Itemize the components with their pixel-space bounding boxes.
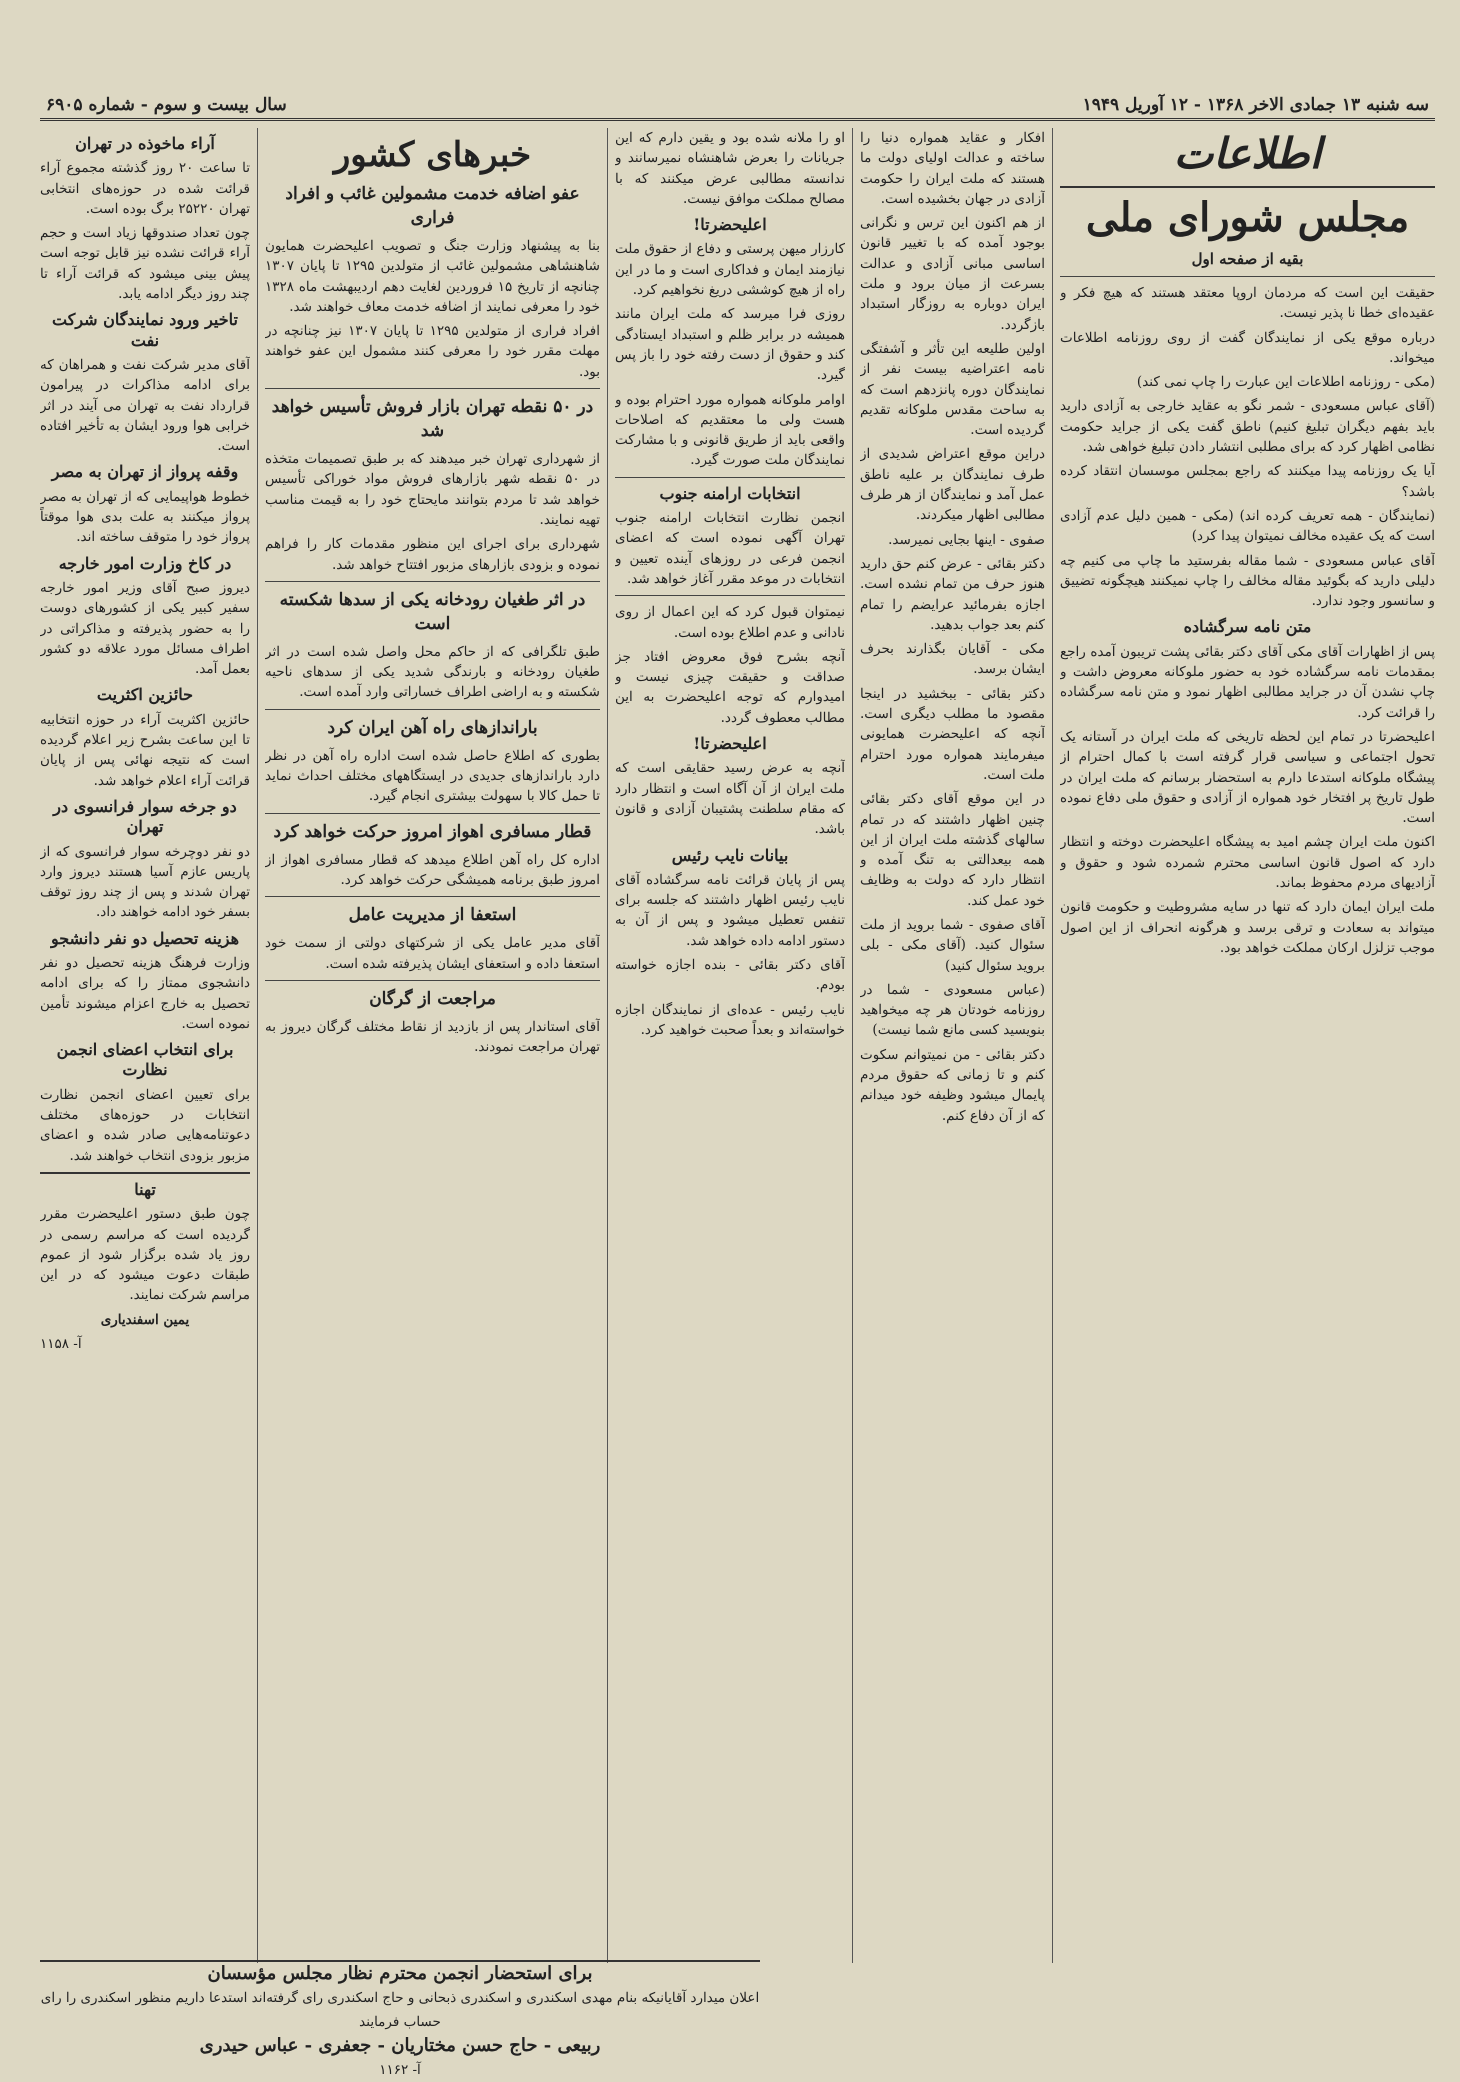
ad-code: آ- ۱۱۵۸ <box>40 1336 82 1353</box>
paragraph: ملت ایران ایمان دارد که تنها در سایه مشروطیت و حکومت قانون میتواند به سعادت و ترقی برسد و هرگونه انحراف از این اصول موجب تزلزل ارکان مملکت خواهد بود. <box>1060 899 1435 956</box>
paragraph: آیا یک روزنامه پیدا میکنند که راجع بمجلس موسسان انتقاد کرده باشد؟ <box>1060 463 1435 500</box>
paragraph: بطوری که اطلاع حاصل شده است اداره راه آهن در نظر دارد باراندازهای جدیدی در ایستگاههای مختلف احداث نماید تا حمل کالا با سهولت بیشتری انجام گیرد. <box>265 747 600 805</box>
paragraph: حقیقت این است که مردمان اروپا معتقد هستند که هیچ فکر و عقیده‌ای خطا نا پذیر نیست. <box>1060 285 1435 322</box>
section-heading: اعلیحضرتا! <box>693 734 767 754</box>
paragraph: آقای مدیر شرکت نفت و همراهان که برای ادامه مذاکرات در پیرامون قرارداد نفت به تهران می آیند در اثر خرابی هوا ورود ایشان به تأخیر افتاده است. <box>40 356 250 455</box>
paragraph: روزی فرا میرسد که ملت ایران مانند همیشه در برابر ظلم و استبداد ایستادگی کند و حقوق از دست رفته خود را باز پس گیرد. <box>615 306 845 384</box>
subhead: استعفا از مدیریت عامل <box>348 905 517 926</box>
announcement-signers: ربیعی - حاج حسن مختاریان - جعفری - عباس حیدری <box>199 2035 601 2056</box>
paragraph: اوامر ملوکانه همواره مورد احترام بوده و هست ولی ما معتقدیم که اصلاحات واقعی باید از طریق قانونی و با مشارکت نمایندگان ملت صورت گیرد. <box>615 391 845 469</box>
paragraph: آقای دکتر بقائی - بنده اجازه خواسته بودم. <box>615 956 845 994</box>
paragraph: شهرداری برای اجرای این منظور مقدمات کار را فراهم نموده و بزودی بازارهای مزبور افتتاح خواهد شد. <box>265 536 600 573</box>
paragraph: در این موقع آقای دکتر بقائی چنین اظهار داشتند که در تمام سالهای گذشته ملت ایران از این همه بیعدالتی به تنگ آمده و انتظار دارد که دولت به وظایف خود عمل کند. <box>860 791 1045 909</box>
paragraph: اولین طلیعه این تأثر و آشفتگی نامه اعتراضیه بیست نفر از نمایندگان دوره پانزدهم است که به ساحت مقدس ملوکانه تقدیم گردیده است. <box>860 340 1045 439</box>
paragraph: بنا به پیشنهاد وزارت جنگ و تصویب اعلیحضرت همایون شاهنشاهی مشمولین غائب از متولدین ۱۲۹۵ تا پایان ۱۳۰۷ چنانچه از تاریخ ۱۵ فروردین لغایت دهم اردیبهشت ماه ۱۳۲۸ خود را معرفی نمایند از اضافه خدمت معاف خواهند شد. <box>265 238 600 315</box>
paragraph: دکتر بقائی - من نمیتوانم سکوت کنم و تا زمانی که حقوق مردم پایمال میشود وظیفه خود میدانم که از آن دفاع کنم. <box>860 1046 1045 1124</box>
paragraph: درباره موقع یکی از نمایندگان گفت از روی روزنامه اطلاعات میخواند. <box>1060 329 1435 366</box>
section-heading: هزینه تحصیل دو نفر دانشجو <box>50 928 240 948</box>
bottom-announcement <box>40 1960 760 2078</box>
paragraph: آقای استاندار پس از بازدید از نقاط مختلف گرگان دیروز به تهران مراجعت نمودند. <box>265 1018 600 1056</box>
paragraph: خطوط هواپیمایی که از تهران به مصر پرواز میکنند به علت بدی هوا موقتاً پرواز خود را متوقف ساخته اند. <box>40 488 250 546</box>
paragraph: آقای مدیر عامل یکی از شرکتهای دولتی از سمت خود استعفا داده و استعفای ایشان پذیرفته شده است. <box>265 935 600 972</box>
paragraph-list <box>1060 283 1435 958</box>
paragraph: حائزین اکثریت آراء در حوزه انتخابیه تا این ساعت بشرح زیر اعلام گردیده است که نتیجه نهائی پس از پایان قرائت آراء اعلام خواهد شد. <box>40 711 250 789</box>
subhead: عفو اضافه خدمت مشمولین غائب و افراد فراری <box>285 184 580 228</box>
masthead-date: سه شنبه ۱۳ جمادی الاخر ۱۳۶۸ - ۱۲ آوریل ۱۹۴۹ <box>1082 95 1429 115</box>
column-2 <box>860 128 1045 1963</box>
paragraph: اعلیحضرتا در تمام این لحظه تاریخی که ملت ایران در آستانه یک تحول اجتماعی و سیاسی قرار گرفته است با کمال احترام از پیشگاه ملوکانه استدعا دارم به استحضار برسانم که ملت ایران در طول تاریخ پر افتخار خود همواره از آزادی و حقوق ملی دفاع نموده است. <box>1060 728 1435 827</box>
paragraph: صفوی - اینها بجایی نمیرسد. <box>888 531 1045 548</box>
announcement-title: برای استحضار انجمن محترم نظار مجلس مؤسسان <box>207 1963 593 1984</box>
subhead: باراندازهای راه آهن ایران کرد <box>327 717 538 738</box>
column-divider <box>1052 128 1053 1963</box>
announcement-code: آ- ۱۱۶۲ <box>379 2062 421 2078</box>
section-heading: تهنا <box>134 1179 156 1199</box>
section-heading: متن نامه سرگشاده <box>1183 617 1312 637</box>
masthead <box>40 92 1435 121</box>
signature: یمین اسفندیاری <box>100 1311 190 1328</box>
paragraph: وزارت فرهنگ هزینه تحصیل دو نفر دانشجوی ممتاز را که برای ادامه تحصیل به خارج اعزام میشوند تأمین نموده است. <box>40 954 250 1032</box>
column-divider <box>852 128 853 1963</box>
column-3 <box>615 128 845 1963</box>
section-heading: دو جرخه سوار فرانسوی در تهران <box>53 796 237 837</box>
paragraph: افکار و عقاید همواره دنیا را ساخته و عدالت اولیای دولت ما هستند که ملت ایران را حکومت آزادی در جهان بخشیده است. <box>860 130 1045 207</box>
column-divider <box>607 128 608 1963</box>
paragraph: دکتر بقائی - عرض کنم حق دارید هنوز حرف من تمام نشده است. اجازه بفرمائید عرایضم را تمام کنم بعد جواب بدهید. <box>860 555 1045 633</box>
paragraph: (آقای عباس مسعودی - شمر نگو به عقاید خارجی به آزادی دارید باید بفهم دیگران تبلیغ کنیم) ناطق گفت یکی از جراید حکومت نظامی اظهار کرد که برای مطلبی انتشار دادن تبلیغ خواهی شد. <box>1060 398 1435 456</box>
paragraph: آنچه بشرح فوق معروض افتاد جز صداقت و حقیقت چیزی نیست و امیدوارم که توجه اعلیحضرت به این مطالب معطوف گردد. <box>615 648 845 726</box>
subhead-continued: بقیه از صفحه اول <box>1191 250 1304 268</box>
paragraph: از شهرداری تهران خبر میدهند که بر طبق تصمیمات متخذه در ۵۰ نقطه شهر بازارهای فروش مواد خوراکی تأسیس خواهد شد تا مردم بتوانند مایحتاج خود را به قیمت مناسب تهیه نمایند. <box>265 451 600 528</box>
newspaper-logo: اطلاعات <box>1173 129 1322 178</box>
paragraph: نیمتوان قبول کرد که این اعمال از روی نادانی و عدم اطلاع بوده است. <box>615 604 845 641</box>
paragraph: آقای صفوی - شما بروید از ملت سئوال کنید. (آقای مکی - بلی بروید سئوال کنید) <box>860 916 1045 974</box>
paragraph: (عباس مسعودی - شما در روزنامه خودتان هر چه میخواهید بنویسید کسی مانع شما نیست) <box>860 981 1045 1039</box>
section-heading: وقفه پرواز از تهران به مصر <box>51 462 239 482</box>
column-parliament <box>1060 128 1435 1963</box>
column-national-news <box>265 128 600 1963</box>
announcement-body: اعلان میدارد آقایانیکه بنام مهدی اسکندری و اسکندری ذبحانی و حاج اسکندری رای گرفته‌اند استدعا داریم منظور اسکندری را رای حساب فرمایند <box>40 1990 760 2030</box>
section-heading: تاخیر ورود نمایندگان شرکت نفت <box>52 310 238 350</box>
paragraph: انجمن نظارت انتخابات ارامنه جنوب تهران آگهی نموده است که اعضای انجمن فرعی در روزهای آینده تعیین و انتخابات در موعد مقرر آغاز خواهد شد. <box>615 510 845 587</box>
subhead: در اثر طغیان رودخانه یکی از سدها شکسته است <box>279 589 586 634</box>
paragraph: پس از پایان قرائت نامه سرگشاده آقای نایب رئیس اظهار داشتند که جلسه برای تنفس تعطیل میشود و پس از آن به دستور ادامه داده خواهد شد. <box>615 871 845 949</box>
paragraph: دراین موقع اعتراض شدیدی از طرف نمایندگان بر علیه ناطق عمل آمد و نمایندگان از هر طرف مطالبی اظهار میکردند. <box>860 446 1045 524</box>
paragraph: تا ساعت ۲۰ روز گذشته مجموع آراء قرائت شده در حوزه‌های انتخابی تهران ۲۵۲۲۰ برگ بوده است. <box>40 160 250 217</box>
paragraph: دکتر بقائی - ببخشید در اینجا مقصود ما مطلب دیگری است. آنچه که اعلیحضرت همایونی میفرمایند همواره مورد احترام ملت است. <box>860 685 1045 783</box>
paragraph: چون طبق دستور اعلیحضرت مقرر گردیده است که مراسم رسمی در روز یاد شده برگزار شود از عموم طبقات دعوت میشود که در این مراسم شرکت نمایند. <box>40 1206 250 1304</box>
column-divider <box>257 128 258 1963</box>
paragraph: آنچه به عرض رسید حقایقی است که ملت ایران از آن آگاه است و انتظار دارد که مقام سلطنت پشتیبان آزادی و قانون باشد. <box>615 760 845 838</box>
section-heading: بیانات نایب رئیس <box>671 845 789 865</box>
paragraph: او را ملانه شده بود و یقین دارم که این جریانات را بعرض شاهنشاه نمیرسانند و ندانسته مطالبی عرض میکنند که با مصالح مملکت موافق نیست. <box>615 130 845 207</box>
paragraph: (مکی - روزنامه اطلاعات این عبارت را چاپ نمی کند) <box>1136 374 1435 391</box>
subhead: قطار مسافری اهواز امروز حرکت خواهد کرد <box>273 821 592 842</box>
section-heading: در کاخ وزارت امور خارجه <box>58 553 232 573</box>
section-heading: انتخابات ارامنه جنوب <box>659 483 801 503</box>
paragraph: کارزار میهن پرستی و دفاع از حقوق ملت نیازمند ایمان و فداکاری است و ما در این راه از هیچ کوششی دریغ نخواهیم کرد. <box>615 241 845 299</box>
subhead: در ۵۰ نقطه تهران بازار فروش تأسیس خواهد شد <box>271 397 594 442</box>
paragraph: از هم اکنون این ترس و نگرانی بوجود آمده که با تغییر قانون اساسی مبانی آزادی و عدالت بسرعت از میان برود و ملت ایران دوباره به روزگار استبداد بازگردد. <box>860 215 1045 333</box>
section-heading: برای انتخاب اعضای انجمن نظارت <box>56 1040 234 1080</box>
paragraph: طبق تلگرافی که از حاکم محل واصل شده است در اثر طغیان رودخانه و بارندگی شدید یکی از سدهای ناحیه شکسته و به اراضی اطراف خساراتی وارد آمده است. <box>265 643 600 701</box>
section-heading: آراء ماخوذه در تهران <box>75 134 215 153</box>
paragraph: مکی - آقایان بگذارند بحرف ایشان برسد. <box>860 641 1045 678</box>
paragraph: چون تعداد صندوقها زیاد است و حجم آراء قرائت نشده نیز قابل توجه است پیش بینی میشود که قرائت آراء تا چند روز دیگر ادامه یابد. <box>40 225 250 303</box>
paragraph: اکنون ملت ایران چشم امید به پیشگاه اعلیحضرت دوخته و انتظار دارد که اصول قانون اساسی محترم شمرده شود و حقوق و آزادیهای مردم محفوظ بماند. <box>1060 834 1435 892</box>
paragraph: برای تعیین اعضای انجمن نظارت انتخابات در حوزه‌های مختلف دعوتنامه‌هایی صادر شده و اعضای مزبور بزودی انتخاب خواهند شد. <box>40 1086 250 1164</box>
paragraph: اداره کل راه آهن اطلاع میدهد که قطار مسافری اهواز از امروز طبق برنامه همیشگی حرکت خواهد کرد. <box>265 851 600 888</box>
section-heading: اعلیحضرتا! <box>693 215 767 235</box>
paragraph: پس از اظهارات آقای مکی آقای دکتر بقائی پشت تریبون آمده راجع بمقدمات نامه سرگشاده خود به حضور ملوکانه معروض داشت و چاپ نشدن آن در جراید مطالبی اظهار نمود و متن نامه سرگشاده را قرائت کرد. <box>1060 643 1435 721</box>
section-heading: حائزین اکثریت <box>96 685 194 705</box>
headline-national-news: خبرهای کشور <box>333 135 532 175</box>
paragraph: دیروز صبح آقای وزیر امور خارجه سفیر کبیر یکی از کشورهای دوست را به حضور پذیرفته و مذاکراتی در اطراف مسائل مورد علاقه دو کشور بعمل آمد. <box>40 579 250 678</box>
subhead: مراجعت از گرگان <box>369 988 496 1009</box>
paragraph: دو نفر دوچرخه سوار فرانسوی که از پاریس عازم آسیا هستند دیروز وارد تهران شدند و پس از چند روز توقف بسفر خود ادامه خواهند داد. <box>40 843 250 921</box>
paragraph: (نمایندگان - همه تعریف کرده اند) (مکی - همین دلیل عدم آزادی است که یک عقیده مخالف نمیتوان پیدا کرد) <box>1060 507 1435 545</box>
masthead-issue: سال بیست و سوم - شماره ۶۹۰۵ <box>46 95 287 115</box>
headline-parliament: مجلس شورای ملی <box>1085 194 1410 241</box>
column-5 <box>40 128 250 1963</box>
paragraph: افراد فراری از متولدین ۱۲۹۵ تا پایان ۱۳۰۷ نیز چنانچه در مهلت مقرر خود را معرفی کنند مشمول این عفو خواهند بود. <box>265 323 600 380</box>
paragraph: آقای عباس مسعودی - شما مقاله بفرستید ما چاپ می کنیم چه دلیلی دارید که بگوئید مقاله مخالف را چاپ نمیکنند هیچگونه تضییق و سانسور وجود ندارد. <box>1060 552 1435 610</box>
paragraph: نایب رئیس - عده‌ای از نمایندگان اجازه خواسته‌اند و بعداً صحبت خواهید کرد. <box>615 1001 845 1038</box>
